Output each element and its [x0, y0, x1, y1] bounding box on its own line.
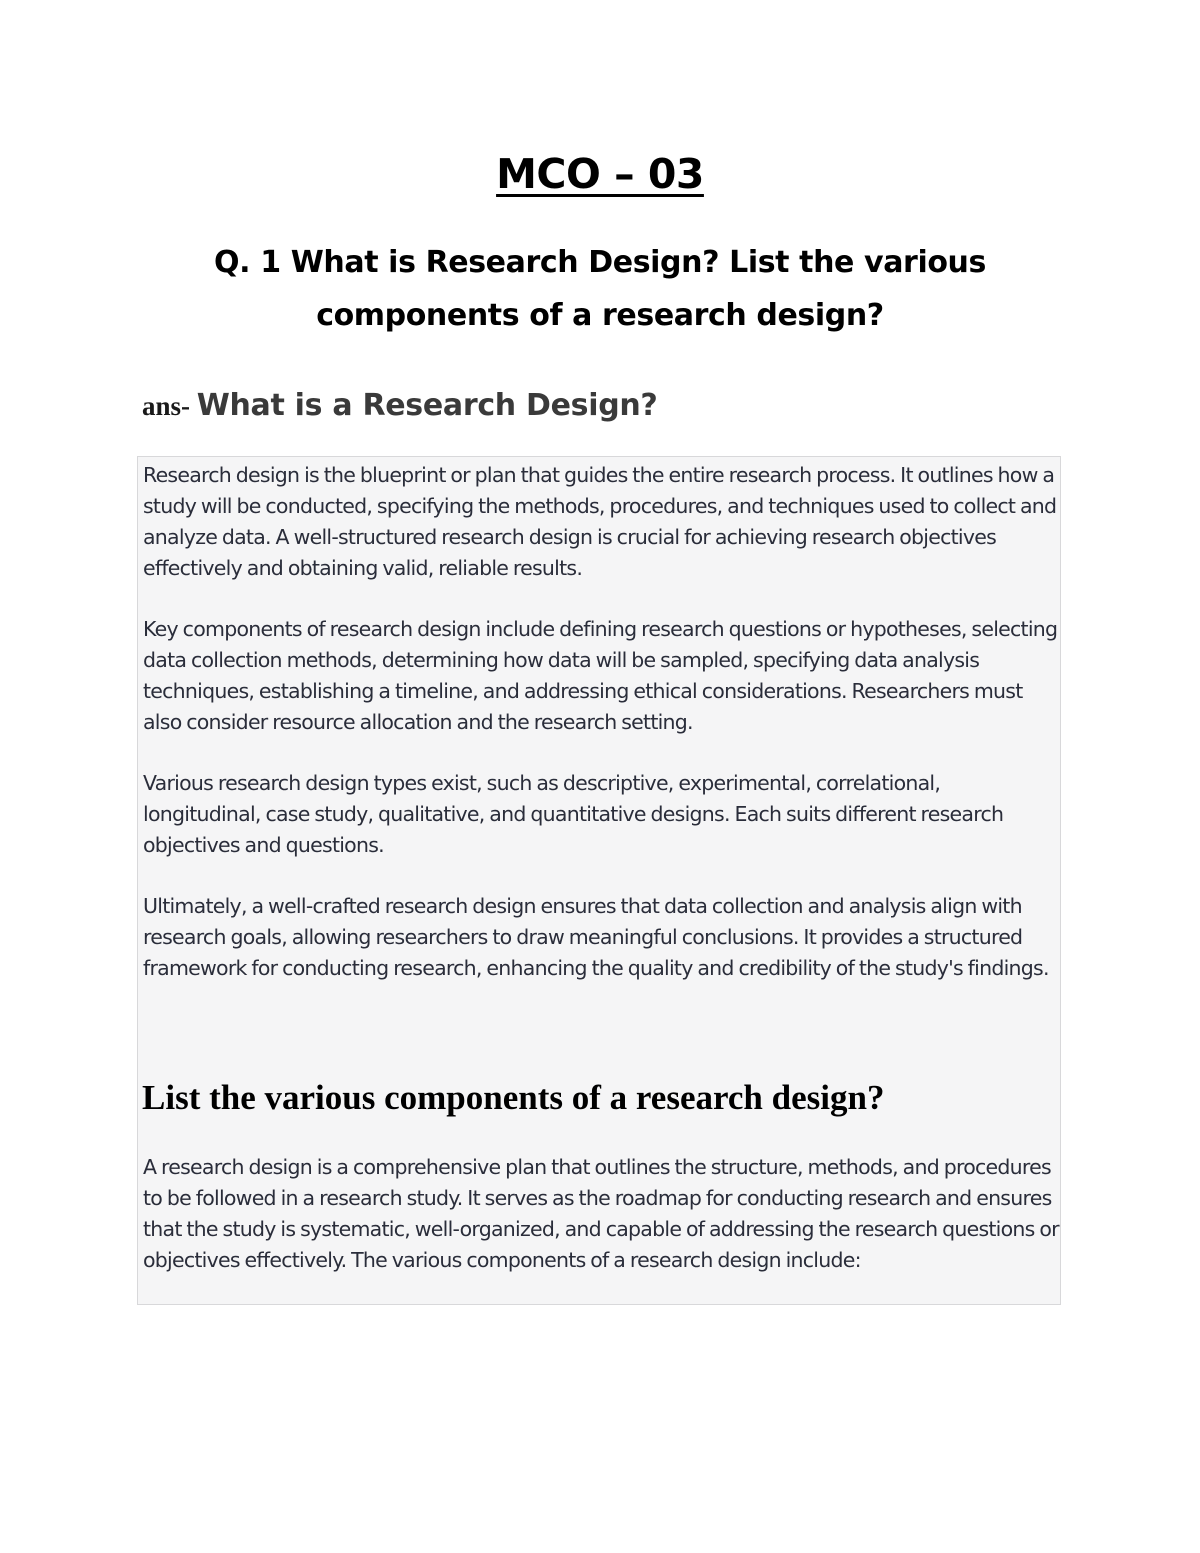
paragraph-components-intro: A research design is a comprehensive plan that outlines the structure, methods, and procedures to be followed in a research study. It serves as the roadmap for conducting research and ensures that the study is systematic, well-organized, and capable of addressing the research questions or objectives effectively. The various components of a research design include: — [143, 1155, 1059, 1272]
answer-prefix: ans- — [142, 391, 191, 421]
answer-heading — [142, 383, 658, 431]
section-heading: List the various components of a research design? — [142, 1078, 885, 1117]
page-title: MCO – 03 — [496, 150, 704, 198]
paragraph-design-types: Various research design types exist, such as descriptive, experimental, correlational, longitudinal, case study, qualitative, and quantitative designs. Each suits different research objectives and questions. — [143, 771, 1004, 857]
paragraph-definition: Research design is the blueprint or plan that guides the entire research process. It outlines how a study will be conducted, specifying the methods, procedures, and techniques used to collect and analyze data. A well-structured research design is crucial for achieving research objectives effectively and obtaining valid, reliable results. — [143, 463, 1057, 580]
answer-title: What is a Research Design? — [196, 388, 658, 423]
answer-content-box — [137, 456, 1061, 1305]
question-heading: Q. 1 What is Research Design? List the various components of a research design? — [214, 245, 986, 333]
paragraph-conclusion: Ultimately, a well-crafted research design ensures that data collection and analysis align with research goals, allowing researchers to draw meaningful conclusions. It provides a structured framework for conducting research, enhancing the quality and credibility of the study's findings. — [143, 894, 1049, 980]
paragraph-key-components: Key components of research design include defining research questions or hypotheses, selecting data collection methods, determining how data will be sampled, specifying data analysis techniques, establishing a timeline, and addressing ethical considerations. Researchers must also consider resource allocation and the research setting. — [143, 617, 1058, 734]
